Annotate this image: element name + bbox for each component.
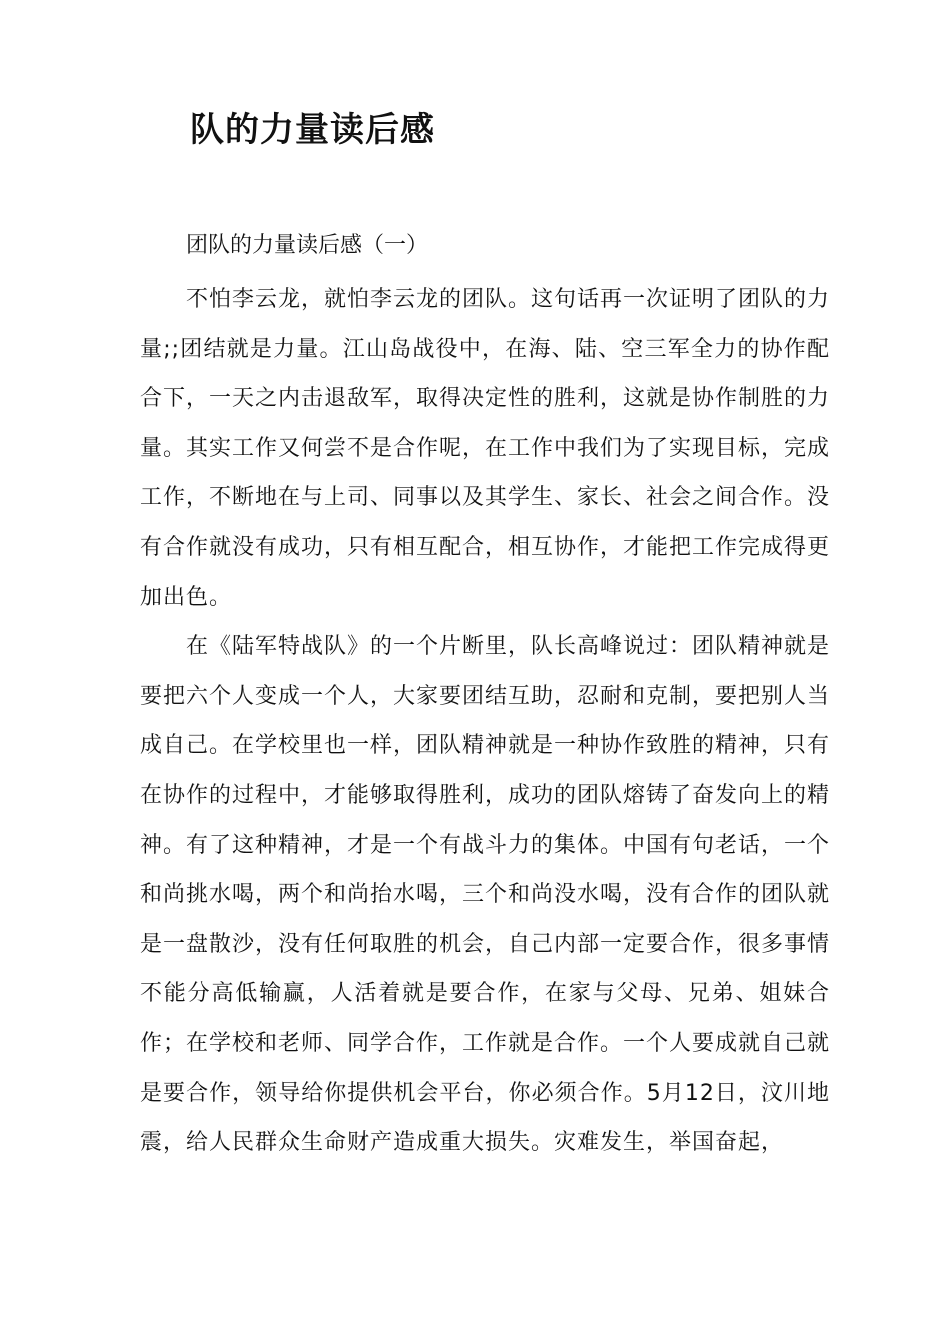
- paragraph-1: 不怕李云龙，就怕李云龙的团队。这句话再一次证明了团队的力量;;团结就是力量。江山岛战役中，在海、陆、空三军全力的协作配合下，一天之内击退敌军，取得决定性的胜利，这就是协作制胜的力量。其实工作又何尝不是合作呢，在工作中我们为了实现目标，完成工作，不断地在与上司、同事以及其学生、家长、社会之间合作。没有合作就没有成功，只有相互配合，相互协作，才能把工作完成得更加出色。: [140, 287, 831, 610]
- document-title: 队的力量读后感: [190, 110, 435, 150]
- body-text: [140, 275, 830, 1168]
- paragraph-2: 在《陆军特战队》的一个片断里，队长高峰说过：团队精神就是要把六个人变成一个人，大家要团结互助，忍耐和克制，要把别人当成自己。在学校里也一样，团队精神就是一种协作致胜的精神，只有在协作的过程中，才能够取得胜利，成功的团队熔铸了奋发向上的精神。有了这种精神，才是一个有战斗力的集体。中国有句老话，一个和尚挑水喝，两个和尚抬水喝，三个和尚没水喝，没有合作的团队就是一盘散沙，没有任何取胜的机会，自己内部一定要合作，很多事情不能分高低输赢，人活着就是要合作，在家与父母、兄弟、姐妹合作；在学校和老师、同学合作，工作就是合作。一个人要成就自己就是要合作，领导给你提供机会平台，你必须合作。5月12日，汶川地震，给人民群众生命财产造成重大损失。灾难发生，举国奋起，: [140, 634, 831, 1156]
- section-heading: 团队的力量读后感（一）: [186, 233, 429, 258]
